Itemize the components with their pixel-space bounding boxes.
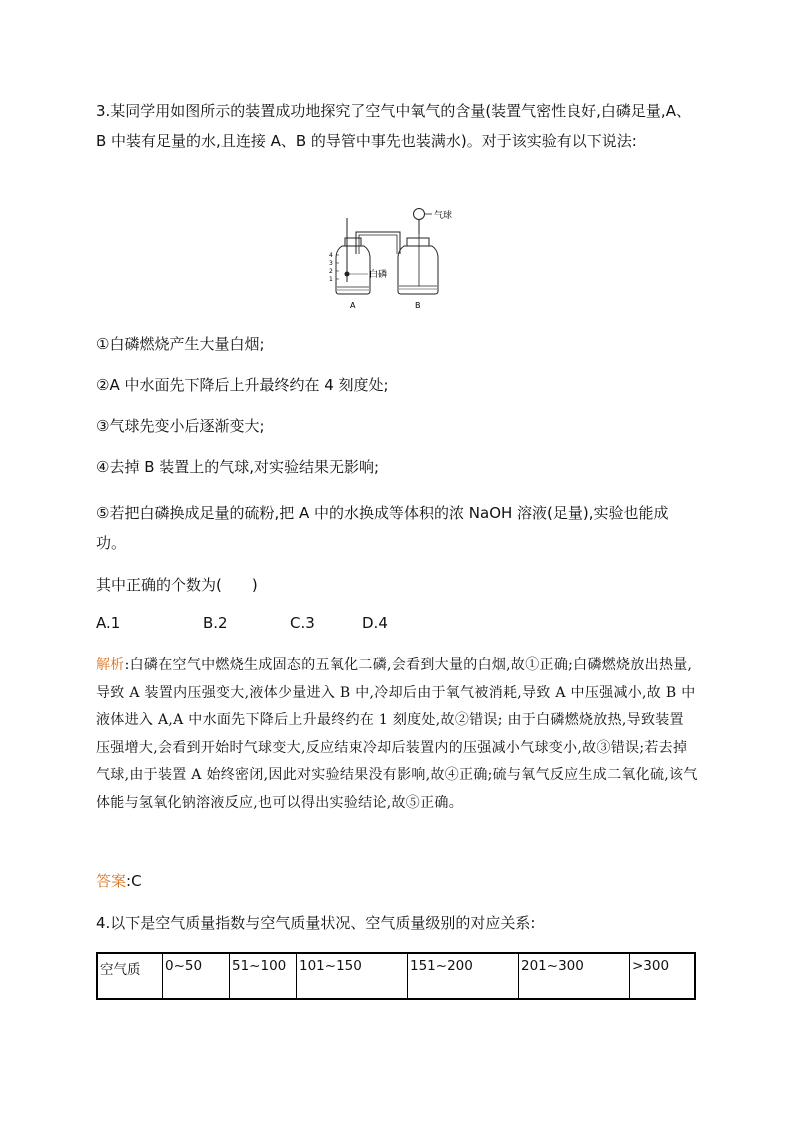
statement-1: ①白磷燃烧产生大量白烟;: [96, 335, 265, 353]
statement-4: ④去掉 B 装置上的气球,对实验结果无影响;: [96, 458, 380, 476]
scale-1: 1: [329, 276, 333, 283]
scale-3: 3: [329, 260, 333, 267]
bottle-a-label: A: [350, 301, 356, 310]
analysis: [96, 652, 698, 817]
choice-d: D.4: [362, 614, 388, 632]
table-cell: >300: [630, 953, 696, 999]
phosphorus-label: 白磷: [369, 270, 388, 280]
balloon-label: 气球: [434, 211, 453, 221]
answer-label: 答案: [96, 872, 127, 890]
answer-text: :C: [126, 872, 142, 890]
table-cell: 201~300: [519, 953, 630, 999]
statement-5: ⑤若把白磷换成足量的硫粉,把 A 中的水换成等体积的浓 NaOH 溶液(足量),实验也能成功。: [96, 504, 669, 552]
table-row: [97, 953, 695, 999]
question-prompt: 其中正确的个数为( ): [96, 576, 258, 594]
choice-b: B.2: [203, 614, 228, 632]
choice-a: A.1: [96, 614, 121, 632]
table-cell: 0~50: [163, 953, 230, 999]
table-cell: 空气质: [97, 953, 163, 999]
phosphorus-icon: [345, 272, 350, 277]
analysis-text: :白磷在空气中燃烧生成固态的五氧化二磷,会看到大量的白烟,故①正确;白磷燃烧放出热量,导致 A 装置内压强变大,液体少量进入 B 中,冷却后由于氧气被消耗,导致 A 中压强减小,故 B 中液体进入 A,A 中水面先下降后上升最终约在 1 刻度处,故②错误; 由于白磷燃烧放热,导致装置压强增大,会看到开始时气球变大,反应结束冷却后装置内的压强减小气球变小,故③错误;若去掉气球,由于装置 A 始终密闭,因此对实验结果没有影响,故④正确;硫与氧气反应生成二氧化硫,该气体能与氢氧化钠溶液反应,也可以得出实验结论,故⑤正确。: [96, 657, 698, 811]
balloon-icon: [414, 209, 425, 220]
scale-2: 2: [329, 268, 333, 275]
air-quality-table: [96, 952, 696, 1000]
answer: [96, 869, 142, 893]
choice-c: C.3: [290, 614, 315, 632]
statement-2: ②A 中水面先下降后上升最终约在 4 刻度处;: [96, 376, 389, 394]
table-cell: 51~100: [230, 953, 297, 999]
statement-3: ③气球先变小后逐渐变大;: [96, 417, 265, 435]
table-cell: 101~150: [297, 953, 408, 999]
bottle-b-label: B: [415, 301, 421, 310]
analysis-label: 解析: [96, 657, 125, 673]
scale-4: 4: [329, 252, 333, 259]
choices: [96, 614, 696, 638]
question-3-stem: 3.某同学用如图所示的装置成功地探究了空气中氧气的含量(装置气密性良好,白磷足量,A、B 中装有足量的水,且连接 A、B 的导管中事先也装满水)。对于该实验有以下说法:: [96, 102, 691, 150]
bottle-b-icon: [398, 246, 438, 294]
question-4-stem: 4.以下是空气质量指数与空气质量状况、空气质量级别的对应关系:: [96, 914, 536, 932]
table-cell: 151~200: [408, 953, 519, 999]
experiment-apparatus-figure: [328, 208, 468, 314]
